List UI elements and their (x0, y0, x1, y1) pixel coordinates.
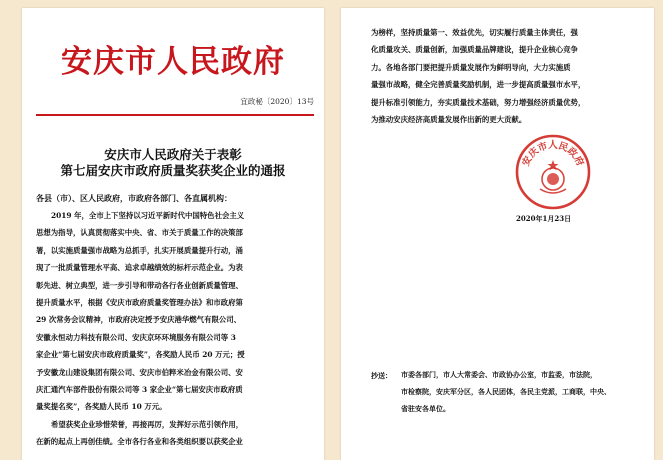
red-divider-line (36, 114, 314, 116)
body-line: 29 次常务会议精神，市政府决定授予安庆港华燃气有限公司、 (36, 315, 242, 325)
body-line: 为推动安庆经济高质量发展作出新的更大贡献。 (371, 115, 527, 125)
body-line: 彰先进、树立典型，进一步引导和带动各行各业创新质量管理、 (36, 280, 243, 290)
body-line: 思想为指导，认真贯彻落实中央、省、市关于质量工作的决策部 (36, 228, 243, 238)
document-page-right (341, 8, 654, 460)
body-line: 署，以实施质量强市战略为总抓手，扎实开展质量提升行动，涌 (36, 245, 243, 255)
body-line: 家企业“第七届安庆市政府质量奖”，各奖励人民币 20 万元；授 (36, 350, 245, 360)
body-line: 现了一批质量管理水平高、追求卓越绩效的标杆示范企业。为表 (36, 263, 243, 273)
document-page-left (22, 8, 324, 460)
addressee-line: 各县（市）、区人民政府，市政府各部门、各直属机构： (36, 193, 232, 203)
body-line: 化质量攻关、质量创新，加强质量品牌建设，提升企业核心竞争 (371, 45, 578, 55)
cc-label: 抄送： (371, 371, 392, 380)
body-line: 予安徽龙山建设集团有限公司、安庆市伯粹米冶金有限公司、安 (36, 367, 243, 377)
document-number: 宜政秘〔2020〕13号 (240, 97, 314, 106)
cc-recipients (401, 366, 641, 417)
body-line: 2019 年，全市上下坚持以习近平新时代中国特色社会主义 (51, 211, 245, 220)
body-line: 量奖提名奖”，各奖励人民币 10 万元。 (36, 402, 167, 412)
body-line: 为榜样，坚持质量第一、效益优先，切实履行质量主体责任，强 (371, 28, 578, 37)
body-line: 庆汇通汽车部件股份有限公司等 3 家企业“第七届安庆市政府质 (36, 385, 243, 395)
body-line: 在新的起点上再创佳绩。全市各行各业和各类组织要以获奖企业 (36, 437, 243, 447)
cc-line: 市检察院，安庆军分区，各人民团体，各民主党派，工商联，中央、 (401, 387, 611, 396)
cc-line: 省驻安各单位。 (401, 404, 450, 413)
body-line: 量强市战略，健全完善质量奖励机制，进一步提高质量强市水平， (371, 80, 586, 90)
body-line: 希望获奖企业珍惜荣誉，再接再厉，发挥好示范引领作用， (51, 419, 244, 429)
body-text-left (36, 207, 318, 451)
body-line: 提升质量水平，根据《安庆市政府质量奖管理办法》和市政府第 (36, 298, 243, 308)
body-line: 安徽永恒动力科技有限公司、安庆京环环境服务有限公司等 3 (36, 332, 236, 342)
body-line: 提升标准引领能力，夯实质量技术基础，努力增强经济质量优势， (371, 97, 586, 107)
notice-title-line-2: 第七届安庆市政府质量奖获奖企业的通报 (60, 163, 286, 178)
cc-line: 市委各部门，市人大常委会、市政协办公室，市监委，市法院， (401, 370, 597, 379)
seal-ring-text: 安庆市人民政府 (520, 140, 586, 168)
body-line: 力。各地各部门要把提升质量发展作为鲜明导向，大力实施质 (371, 62, 571, 72)
signing-date: 2020年1月23日 (516, 214, 572, 223)
notice-title-line-1: 安庆市人民政府关于表彰 (104, 147, 242, 162)
document-header-title: 安庆市人民政府 (61, 44, 285, 80)
official-seal-icon (514, 133, 592, 211)
body-text-right (371, 24, 641, 128)
